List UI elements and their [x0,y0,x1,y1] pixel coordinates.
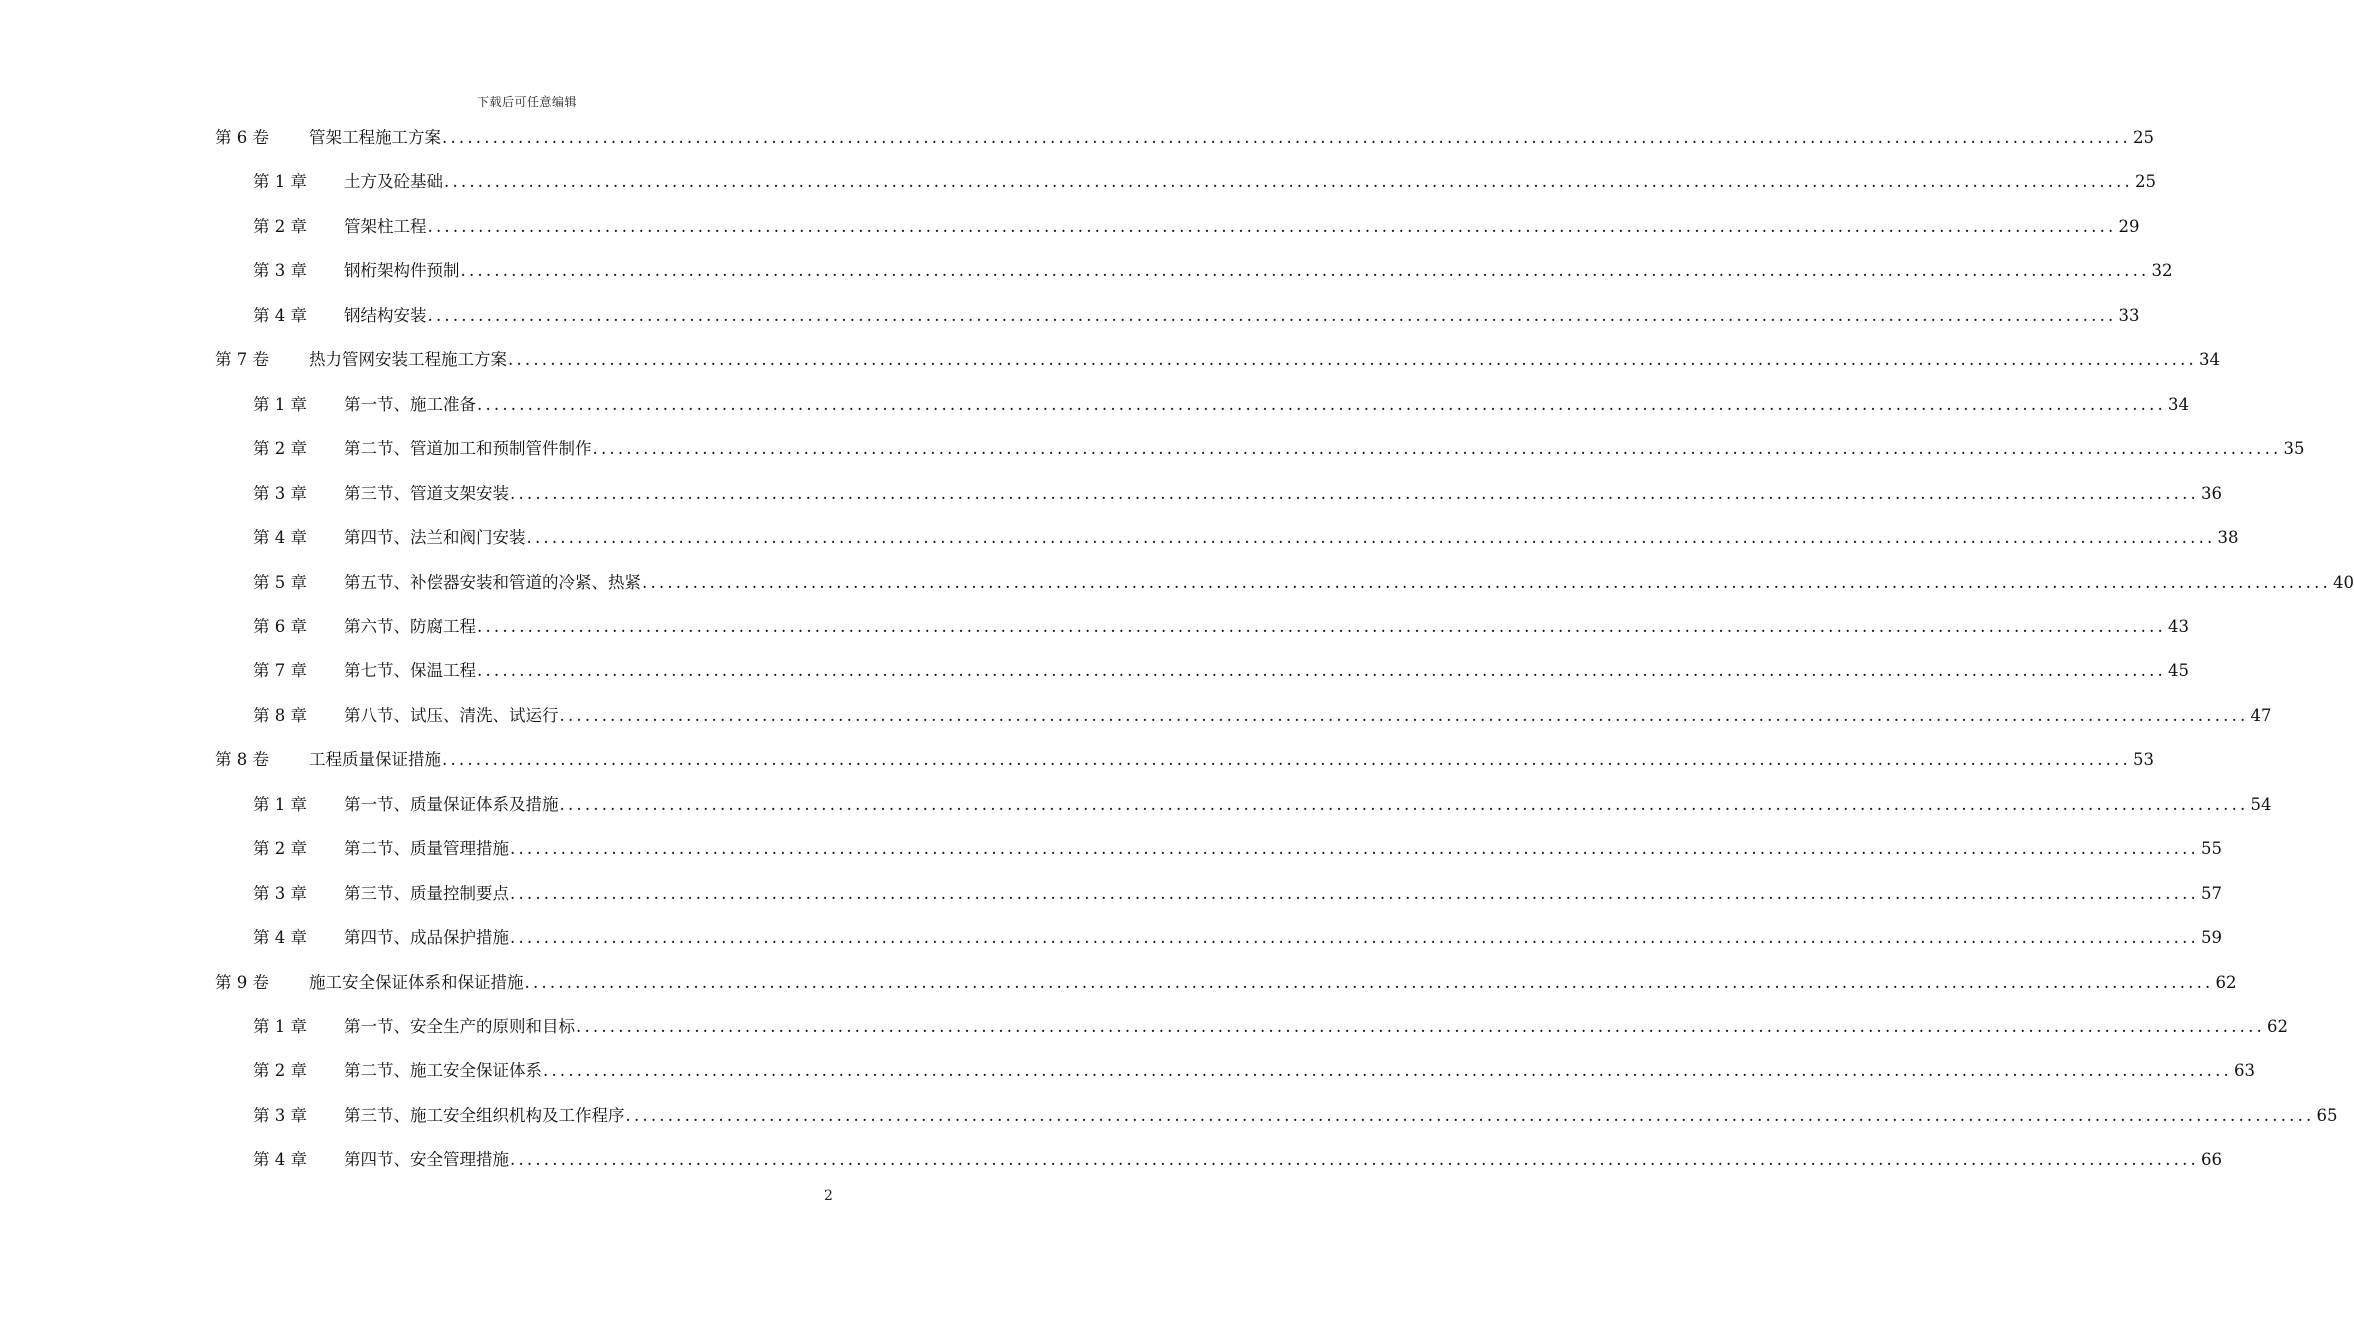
toc-chapter-entry[interactable] [0,205,2140,249]
toc-entry-title: 第二节、管道加工和预制管件制作 [344,439,592,459]
dot-leader: ........................................................................................................................................................................................................ [510,1150,2199,1170]
toc-volume-entry[interactable] [0,961,2237,1005]
toc-chapter-entry[interactable] [0,472,2222,516]
toc-entry-title: 第一节、质量保证体系及措施 [344,794,559,814]
toc-entry-line [344,561,2354,605]
dot-leader: ........................................................................................................................................................................................................ [427,305,2117,325]
toc-entry-title: 钢桁架构件预制 [344,261,460,281]
toc-entry-number: 第 2 章 [253,1061,307,1081]
toc-entry-title: 第四节、成品保护措施 [344,928,509,948]
dot-leader: ........................................................................................................................................................................................................ [510,928,2199,948]
toc-entry-title: 第一节、安全生产的原则和目标 [344,1017,575,1036]
toc-entry-page: 34 [2167,394,2189,414]
toc-entry-title: 第一节、施工准备 [344,394,476,414]
toc-chapter-entry[interactable] [0,1138,2222,1182]
toc-entry-page: 66 [2200,1150,2222,1170]
dot-leader: ........................................................................................................................................................................................................ [510,883,2199,903]
toc-entry-page: 57 [2200,883,2222,903]
toc-entry-number: 第 1 章 [253,1017,307,1036]
toc-entry-title: 施工安全保证体系和保证措施 [309,972,524,992]
toc-volume-entry[interactable] [0,338,2220,382]
toc-entry-page: 55 [2200,839,2222,859]
toc-entry-page: 62 [2266,1017,2288,1036]
dot-leader: ........................................................................................................................................................................................................ [442,128,2131,147]
toc-entry-line [309,738,2154,782]
toc-entry-title: 工程质量保证措施 [309,750,441,770]
toc-entry-line [309,116,2154,160]
toc-chapter-entry[interactable] [0,294,2140,338]
toc-chapter-entry[interactable] [0,427,2305,471]
toc-entry-number: 第 2 章 [253,839,307,859]
toc-entry-number: 第 1 章 [253,794,307,814]
toc-entry-title: 第三节、施工安全组织机构及工作程序 [344,1105,625,1125]
toc-entry-title: 土方及砼基础 [344,172,443,192]
toc-entry-page: 63 [2233,1061,2255,1081]
dot-leader: ........................................................................................................................................................................................................ [524,972,2214,992]
toc-entry-page: 59 [2200,928,2222,948]
page-number: 2 [824,1188,833,1204]
toc-entry-line [344,160,2156,204]
dot-leader: ........................................................................................................................................................................................................ [642,572,2331,592]
dot-leader: ........................................................................................................................................................................................................ [543,1061,2232,1081]
toc-entry-number: 第 4 章 [253,928,307,948]
toc-entry-title: 第七节、保温工程 [344,661,476,681]
toc-entry-line [344,872,2222,916]
toc-volume-entry[interactable] [0,116,2154,160]
toc-entry-title: 管架工程施工方案 [309,128,441,147]
toc-entry-number: 第 6 章 [253,616,307,636]
toc-entry-line [309,961,2237,1005]
toc-entry-page: 40 [2332,572,2354,592]
toc-entry-line [344,516,2239,560]
toc-entry-title: 热力管网安装工程施工方案 [309,350,507,370]
toc-entry-number: 第 8 卷 [215,750,269,770]
toc-chapter-entry[interactable] [0,561,2354,605]
dot-leader: ........................................................................................................................................................................................................ [526,528,2216,548]
toc-entry-page: 25 [2134,172,2156,192]
toc-entry-number: 第 9 卷 [215,972,269,992]
toc-chapter-entry[interactable] [0,383,2189,427]
toc-entry-number: 第 4 章 [253,1150,307,1170]
toc-chapter-entry[interactable] [0,783,2272,827]
toc-chapter-entry[interactable] [0,516,2239,560]
toc-entry-number: 第 3 章 [253,261,307,281]
toc-entry-number: 第 5 章 [253,572,307,592]
dot-leader: ........................................................................................................................................................................................................ [592,439,2282,459]
dot-leader: ........................................................................................................................................................................................................ [559,794,2249,814]
toc-entry-line [344,1094,2338,1138]
dot-leader: ........................................................................................................................................................................................................ [442,750,2131,770]
toc-entry-title: 第四节、法兰和阀门安装 [344,528,526,548]
toc-entry-page: 36 [2200,483,2222,503]
toc-chapter-entry[interactable] [0,827,2222,871]
toc-chapter-entry[interactable] [0,605,2189,649]
dot-leader: ........................................................................................................................................................................................................ [477,661,2166,681]
toc-chapter-entry[interactable] [0,916,2222,960]
page-header: 下载后可任意编辑 [476,95,577,109]
toc-entry-title: 第三节、质量控制要点 [344,883,509,903]
toc-entry-page: 35 [2283,439,2305,459]
toc-entry-title: 第二节、质量管理措施 [344,839,509,859]
toc-entry-line [344,427,2305,471]
dot-leader: ........................................................................................................................................................................................................ [510,839,2199,859]
dot-leader: ........................................................................................................................................................................................................ [510,483,2199,503]
toc-entry-title: 第六节、防腐工程 [344,616,476,636]
toc-entry-number: 第 3 章 [253,883,307,903]
toc-entry-line [344,1049,2255,1093]
toc-entry-page: 32 [2151,261,2173,281]
toc-entry-line [309,338,2220,382]
toc-entry-line [344,205,2140,249]
toc-chapter-entry[interactable] [0,1005,2288,1049]
toc-chapter-entry[interactable] [0,249,2173,293]
toc-entry-page: 43 [2167,616,2189,636]
toc-entry-line [344,1005,2288,1049]
toc-chapter-entry[interactable] [0,1094,2338,1138]
toc-entry-number: 第 3 章 [253,1105,307,1125]
toc-entry-page: 25 [2132,128,2154,147]
toc-entry-number: 第 7 卷 [215,350,269,370]
toc-entry-number: 第 4 章 [253,528,307,548]
toc-entry-line [344,827,2222,871]
dot-leader: ........................................................................................................................................................................................................ [444,172,2133,192]
toc-entry-line [344,605,2189,649]
toc-entry-title: 第三节、管道支架安装 [344,483,509,503]
toc-entry-title: 管架柱工程 [344,216,427,236]
toc-chapter-entry[interactable] [0,649,2189,693]
toc-entry-page: 29 [2118,216,2140,236]
toc-entry-line [344,694,2272,738]
toc-entry-number: 第 6 卷 [215,128,269,147]
toc-entry-line [344,472,2222,516]
dot-leader: ........................................................................................................................................................................................................ [625,1105,2315,1125]
toc-entry-title: 第四节、安全管理措施 [344,1150,509,1170]
toc-entry-line [344,383,2189,427]
dot-leader: ........................................................................................................................................................................................................ [460,261,2150,281]
toc-entry-line [344,294,2140,338]
toc-volume-entry[interactable] [0,738,2154,782]
toc-entry-page: 34 [2198,350,2220,370]
toc-entry-number: 第 1 章 [253,172,307,192]
toc-entry-line [344,916,2222,960]
toc-chapter-entry[interactable] [0,1049,2255,1093]
toc-entry-page: 54 [2250,794,2272,814]
toc-chapter-entry[interactable] [0,872,2222,916]
toc-entry-page: 53 [2132,750,2154,770]
toc-entry-line [344,649,2189,693]
toc-entry-title: 第五节、补偿器安装和管道的冷紧、热紧 [344,572,641,592]
toc-entry-page: 47 [2250,705,2272,725]
toc-entry-line [344,1138,2222,1182]
dot-leader: ........................................................................................................................................................................................................ [427,216,2117,236]
toc-entry-number: 第 4 章 [253,305,307,325]
toc-entry-title: 第二节、施工安全保证体系 [344,1061,542,1081]
dot-leader: ........................................................................................................................................................................................................ [576,1017,2265,1036]
toc-entry-page: 38 [2217,528,2239,548]
toc-entry-page: 45 [2167,661,2189,681]
toc-entry-title: 第八节、试压、清洗、试运行 [344,705,559,725]
dot-leader: ........................................................................................................................................................................................................ [477,616,2166,636]
dot-leader: ........................................................................................................................................................................................................ [559,705,2249,725]
toc-entry-page: 65 [2316,1105,2338,1125]
toc-entry-page: 33 [2118,305,2140,325]
toc-entry-number: 第 7 章 [253,661,307,681]
toc-entry-line [344,783,2272,827]
toc-chapter-entry[interactable] [0,694,2272,738]
toc-entry-number: 第 1 章 [253,394,307,414]
toc-entry-line [344,249,2173,293]
toc-entry-number: 第 2 章 [253,439,307,459]
toc-entry-page: 62 [2215,972,2237,992]
toc-entry-number: 第 3 章 [253,483,307,503]
dot-leader: ........................................................................................................................................................................................................ [508,350,2197,370]
toc-entry-number: 第 8 章 [253,705,307,725]
toc-entry-title: 钢结构安装 [344,305,427,325]
dot-leader: ........................................................................................................................................................................................................ [477,394,2166,414]
toc-chapter-entry[interactable] [0,160,2156,204]
toc-entry-number: 第 2 章 [253,216,307,236]
